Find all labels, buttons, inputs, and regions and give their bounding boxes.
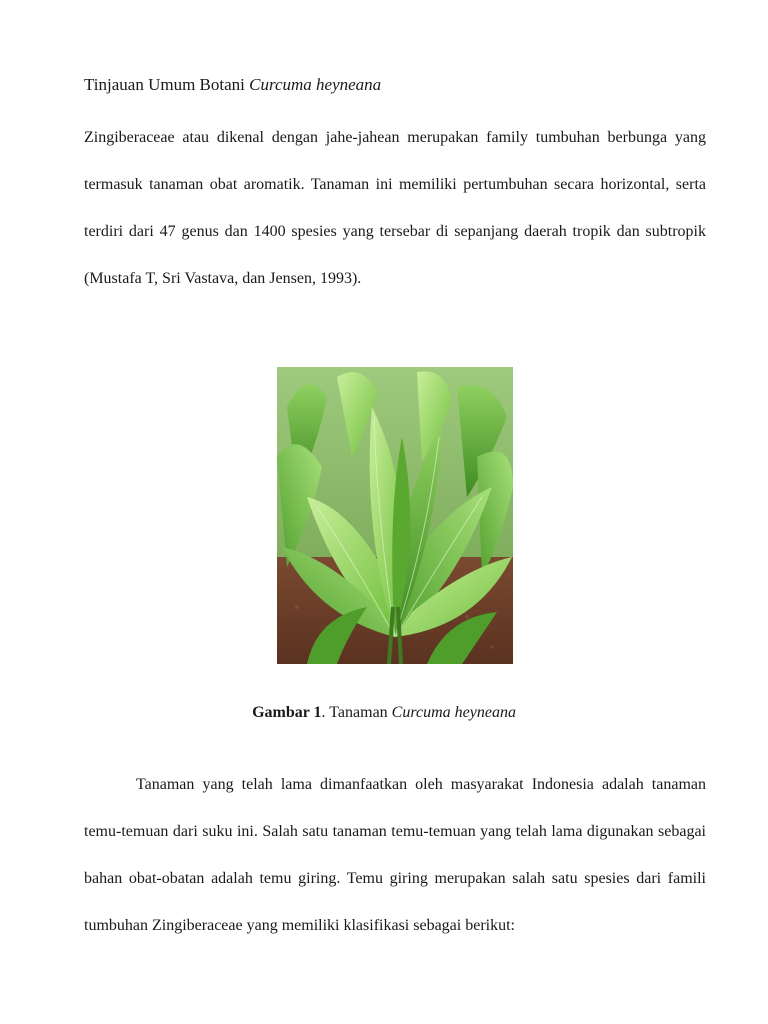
figure-caption-species: Curcuma heyneana (391, 704, 516, 721)
heading-prefix: Tinjauan Umum Botani (84, 75, 250, 94)
paragraph-intro: Zingiberaceae atau dikenal dengan jahe-jahean merupakan family tumbuhan berbunga yang termasuk tanaman obat aromatik. Tanaman ini memiliki pertumbuhan secara horizontal, serta terdiri dari 47 genus dan 1400 spesies yang tersebar di sepanjang daerah tropik dan subtropik (Mustafa T, Sri Vastava, dan Jensen, 1993). (84, 129, 706, 287)
paragraph-temu-giring (84, 761, 706, 949)
figure-label: Gambar 1 (252, 704, 322, 721)
section-heading (84, 75, 381, 95)
curcuma-plant-photo (277, 367, 513, 664)
figure-caption (0, 704, 768, 722)
figure-caption-text: . Tanaman (321, 704, 392, 721)
paragraph-temu-giring-text: Tanaman yang telah lama dimanfaatkan oleh masyarakat Indonesia adalah tanaman temu-temuan dari suku ini. Salah satu tanaman temu-temuan yang telah lama digunakan sebagai bahan obat-obatan adalah temu giring. Temu giring merupakan salah satu spesies dari famili tumbuhan Zingiberaceae yang memiliki klasifikasi sebagai berikut: (84, 776, 706, 934)
heading-species: Curcuma heyneana (249, 75, 382, 94)
